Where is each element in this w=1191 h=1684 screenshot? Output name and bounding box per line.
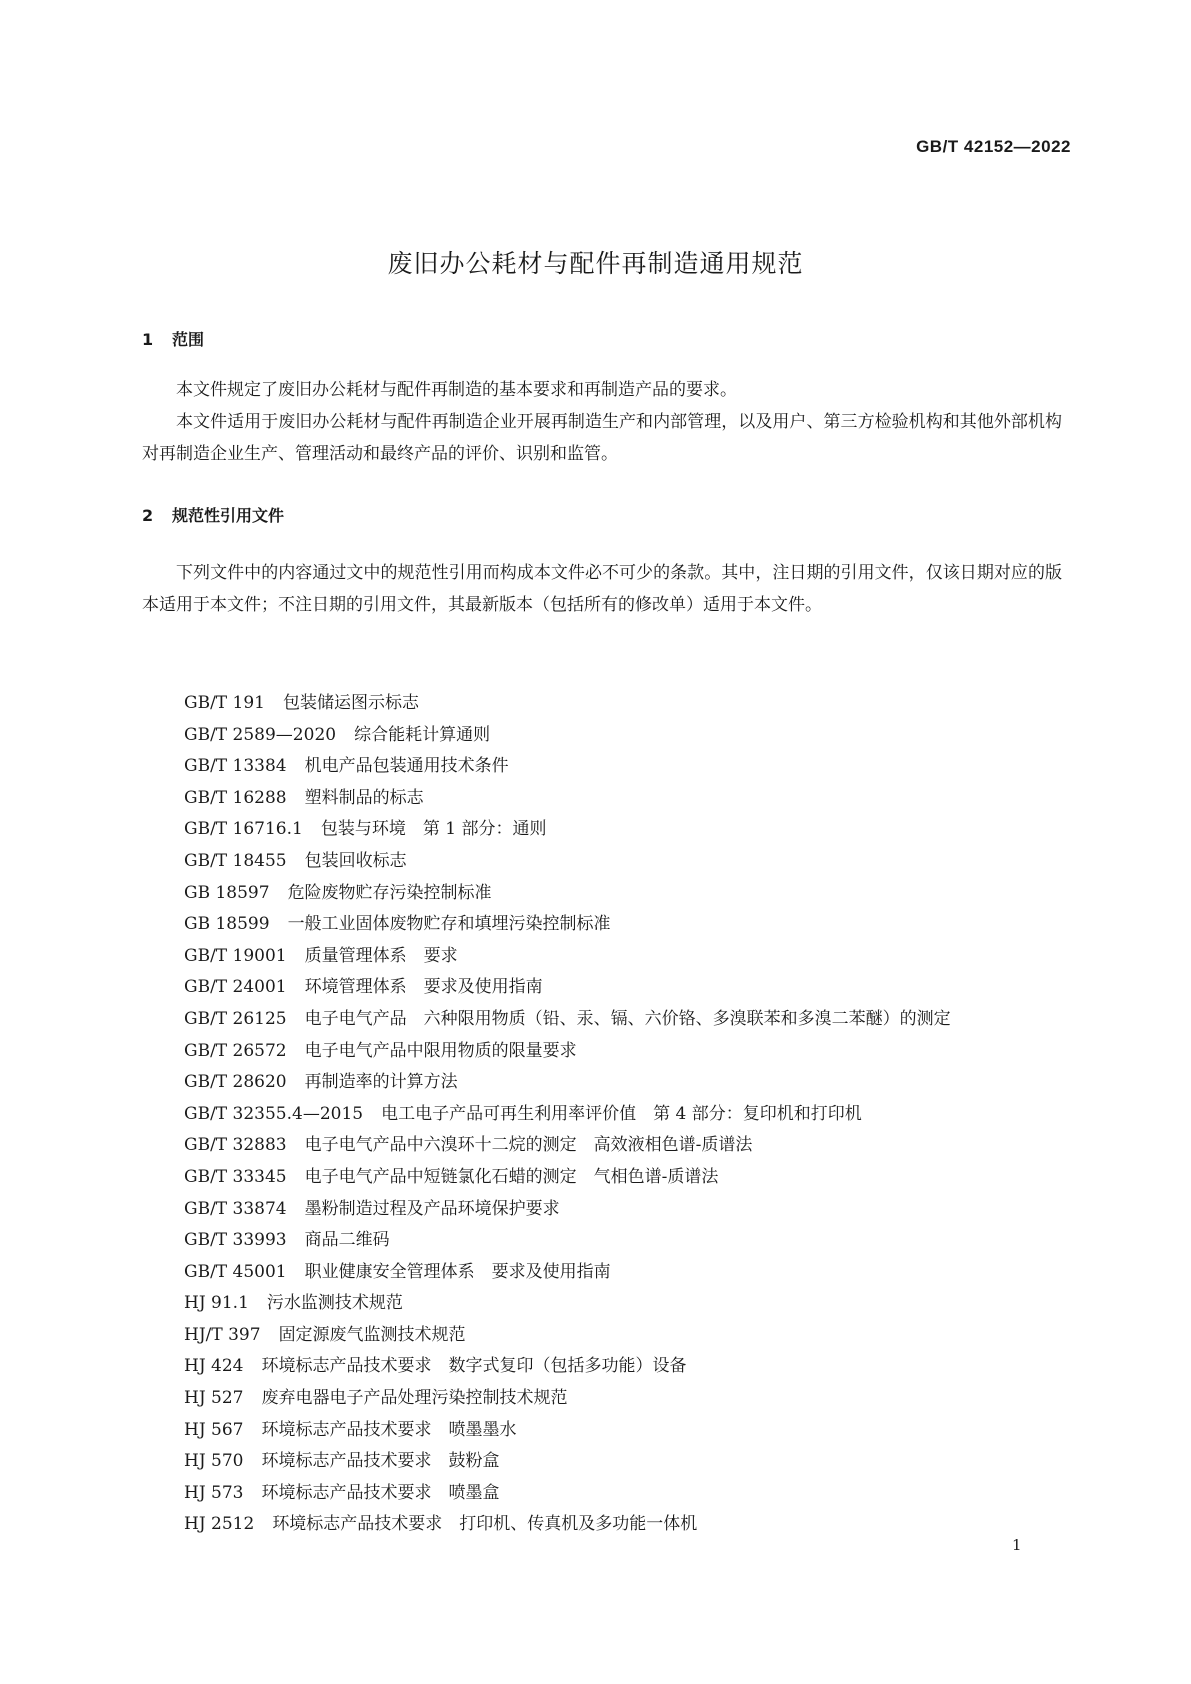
reference-code: GB/T 33993 [184, 1230, 287, 1251]
reference-item [184, 1036, 951, 1068]
reference-item [184, 783, 951, 815]
scope-paragraph-2: 本文件适用于废旧办公耗材与配件再制造企业开展再制造生产和内部管理，以及用户、第三方检验机构和其他外部机构对再制造企业生产、管理活动和最终产品的评价、识别和监管。 [142, 412, 1062, 464]
reference-item [184, 1067, 951, 1099]
reference-item [184, 1162, 951, 1194]
reference-title: 废弃电器电子产品处理污染控制技术规范 [261, 1388, 568, 1409]
reference-item [184, 1099, 951, 1131]
reference-item [184, 1478, 951, 1510]
reference-title: 污水监测技术规范 [266, 1293, 403, 1314]
reference-title: 包装回收标志 [304, 850, 407, 871]
reference-item [184, 1257, 951, 1289]
reference-code: GB/T 33874 [184, 1198, 287, 1219]
reference-item [184, 1351, 951, 1383]
scope-paragraph-1: 本文件规定了废旧办公耗材与配件再制造的基本要求和再制造产品的要求。 [176, 380, 737, 400]
reference-title: 环境标志产品技术要求 打印机、传真机及多功能一体机 [272, 1514, 698, 1535]
reference-code: GB/T 18455 [184, 850, 287, 871]
reference-item [184, 720, 951, 752]
reference-code: HJ 424 [184, 1356, 244, 1377]
reference-title: 环境管理体系 要求及使用指南 [304, 977, 543, 998]
reference-item [184, 814, 951, 846]
reference-title: 电子电气产品中短链氯化石蜡的测定 气相色谱-质谱法 [304, 1166, 719, 1187]
reference-code: GB/T 13384 [184, 756, 287, 777]
reference-code: HJ/T 397 [184, 1324, 261, 1345]
reference-item [184, 1130, 951, 1162]
section-title: 规范性引用文件 [172, 506, 285, 525]
reference-title: 商品二维码 [304, 1230, 390, 1251]
reference-title: 一般工业固体废物贮存和填埋污染控制标准 [287, 914, 611, 935]
reference-item [184, 751, 951, 783]
standard-code: GB/T 42152—2022 [916, 137, 1071, 156]
reference-code: GB/T 26125 [184, 1008, 287, 1029]
reference-code: GB 18599 [184, 914, 270, 935]
reference-title: 塑料制品的标志 [304, 787, 424, 808]
reference-title: 墨粉制造过程及产品环境保护要求 [304, 1198, 560, 1219]
reference-code: HJ 567 [184, 1419, 244, 1440]
reference-item [184, 1004, 951, 1036]
reference-item [184, 1415, 951, 1447]
references-intro-paragraph: 下列文件中的内容通过文中的规范性引用而构成本文件必不可少的条款。其中，注日期的引用文件，仅该日期对应的版本适用于本文件；不注日期的引用文件，其最新版本（包括所有的修改单）适用于本文件。 [142, 563, 1062, 615]
reference-item [184, 846, 951, 878]
page-number: 1 [1012, 1536, 1022, 1554]
reference-item [184, 1320, 951, 1352]
reference-code: GB 18597 [184, 882, 270, 903]
reference-item [184, 1194, 951, 1226]
reference-code: GB/T 32883 [184, 1135, 287, 1156]
reference-code: HJ 91.1 [184, 1293, 249, 1314]
reference-title: 环境标志产品技术要求 喷墨盒 [261, 1482, 500, 1503]
reference-title: 电工电子产品可再生利用率评价值 第 4 部分：复印机和打印机 [381, 1103, 862, 1124]
reference-title: 电子电气产品中六溴环十二烷的测定 高效液相色谱-质谱法 [304, 1135, 753, 1156]
reference-title: 电子电气产品中限用物质的限量要求 [304, 1040, 577, 1061]
reference-item [184, 878, 951, 910]
reference-title: 环境标志产品技术要求 数字式复印（包括多功能）设备 [261, 1356, 687, 1377]
reference-item [184, 972, 951, 1004]
reference-item [184, 1288, 951, 1320]
reference-code: HJ 527 [184, 1388, 244, 1409]
reference-item [184, 909, 951, 941]
reference-title: 固定源废气监测技术规范 [278, 1324, 466, 1345]
reference-title: 综合能耗计算通则 [354, 724, 491, 745]
reference-item [184, 1446, 951, 1478]
reference-item [184, 1225, 951, 1257]
section-title: 范围 [172, 330, 205, 349]
reference-title: 包装与环境 第 1 部分：通则 [320, 819, 547, 840]
reference-item [184, 941, 951, 973]
reference-title: 质量管理体系 要求 [304, 945, 458, 966]
reference-item [184, 1509, 951, 1541]
reference-code: GB/T 28620 [184, 1072, 287, 1093]
reference-code: GB/T 45001 [184, 1261, 287, 1282]
section-number: 2 [142, 506, 154, 525]
reference-code: GB/T 2589—2020 [184, 724, 337, 745]
reference-code: GB/T 26572 [184, 1040, 287, 1061]
reference-code: GB/T 19001 [184, 945, 287, 966]
reference-item [184, 1383, 951, 1415]
reference-code: HJ 2512 [184, 1514, 255, 1535]
reference-title: 职业健康安全管理体系 要求及使用指南 [304, 1261, 611, 1282]
normative-references-list [184, 688, 951, 1541]
section-number: 1 [142, 330, 154, 349]
section-1-heading [142, 327, 204, 350]
reference-title: 环境标志产品技术要求 喷墨墨水 [261, 1419, 517, 1440]
reference-code: GB/T 16288 [184, 787, 287, 808]
reference-item [184, 688, 951, 720]
reference-title: 环境标志产品技术要求 鼓粉盒 [261, 1451, 500, 1472]
reference-title: 电子电气产品 六种限用物质（铅、汞、镉、六价铬、多溴联苯和多溴二苯醚）的测定 [304, 1008, 951, 1029]
reference-title: 再制造率的计算方法 [304, 1072, 458, 1093]
reference-code: HJ 570 [184, 1451, 244, 1472]
reference-code: HJ 573 [184, 1482, 244, 1503]
reference-code: GB/T 24001 [184, 977, 287, 998]
reference-title: 危险废物贮存污染控制标准 [287, 882, 492, 903]
document-title: 废旧办公耗材与配件再制造通用规范 [387, 249, 804, 278]
reference-code: GB/T 16716.1 [184, 819, 303, 840]
section-2-heading [142, 503, 284, 526]
reference-code: GB/T 32355.4—2015 [184, 1103, 364, 1124]
reference-code: GB/T 33345 [184, 1166, 287, 1187]
reference-title: 包装储运图示标志 [283, 693, 419, 713]
reference-title: 机电产品包装通用技术条件 [304, 756, 509, 777]
reference-code: GB/T 191 [184, 693, 265, 713]
